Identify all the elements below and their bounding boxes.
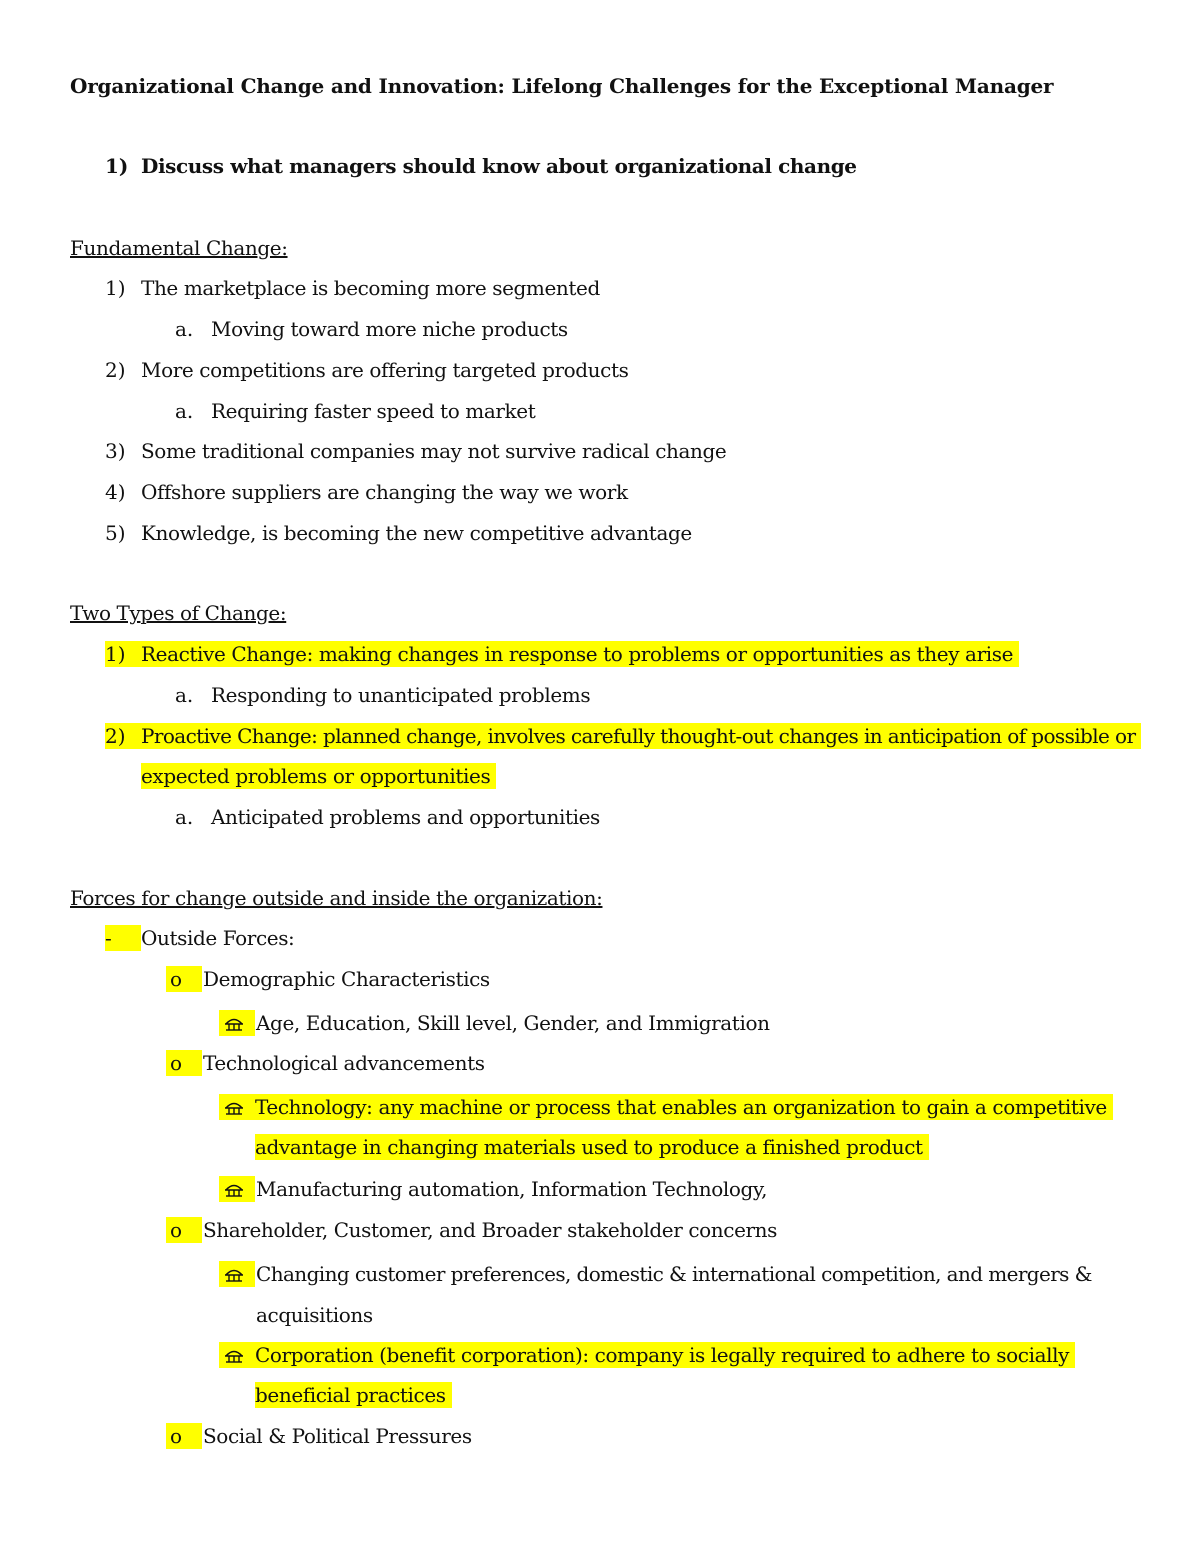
document-title: Organizational Change and Innovation: Lifelong Challenges for the Exceptional Manager (70, 74, 1054, 98)
section-number: 1) (105, 154, 129, 178)
list-item: The marketplace is becoming more segmented (141, 276, 600, 300)
circle-bullet: o (166, 1050, 202, 1076)
dash-bullet: - (105, 925, 141, 951)
list-item-highlighted: Proactive Change: planned change, involves carefully thought-out changes in anticipation of possible or (141, 723, 1141, 749)
circle-bullet: o (166, 966, 202, 992)
sub-list-item: Responding to unanticipated problems (211, 683, 591, 707)
wingdings-bullet-icon (224, 1265, 244, 1283)
list-number-highlighted: 2) (105, 723, 141, 749)
force-detail-continued-highlighted: beneficial practices (255, 1382, 452, 1408)
sub-list-item: Anticipated problems and opportunities (211, 805, 600, 829)
outside-forces-label: Outside Forces: (141, 926, 295, 950)
list-item: Offshore suppliers are changing the way we work (141, 480, 628, 504)
list-number: 1) (105, 276, 126, 300)
force-category: Shareholder, Customer, and Broader stakeholder concerns (203, 1218, 778, 1242)
list-item: Knowledge, is becoming the new competitive advantage (141, 521, 692, 545)
wingdings-bullet-icon (224, 1180, 244, 1198)
list-item: Some traditional companies may not survive radical change (141, 439, 727, 463)
circle-bullet: o (166, 1423, 202, 1449)
force-detail-highlighted: Technology: any machine or process that enables an organization to gain a competitive (255, 1094, 1113, 1120)
sub-list-letter: a. (175, 805, 194, 829)
force-detail: Manufacturing automation, Information Technology, (256, 1177, 768, 1201)
list-item-highlighted: Reactive Change: making changes in response to problems or opportunities as they arise (141, 641, 1019, 667)
force-detail-continued: acquisitions (256, 1303, 373, 1327)
list-item: More competitions are offering targeted products (141, 358, 629, 382)
list-number: 2) (105, 358, 126, 382)
sub-list-item: Requiring faster speed to market (211, 399, 536, 423)
list-number-highlighted: 1) (105, 641, 141, 667)
wingdings-bullet-icon (224, 1346, 244, 1364)
force-category: Technological advancements (203, 1051, 485, 1075)
list-number: 5) (105, 521, 126, 545)
force-detail-continued-highlighted: advantage in changing materials used to produce a finished product (255, 1134, 929, 1160)
section-heading: Discuss what managers should know about organizational change (141, 154, 857, 178)
force-detail: Age, Education, Skill level, Gender, and Immigration (256, 1011, 770, 1035)
list-number: 3) (105, 439, 126, 463)
sub-list-letter: a. (175, 317, 194, 341)
force-detail-highlighted: Corporation (benefit corporation): company is legally required to adhere to socially (255, 1342, 1075, 1368)
sub-list-item: Moving toward more niche products (211, 317, 568, 341)
types-of-change-heading: Two Types of Change: (70, 601, 287, 625)
list-number: 4) (105, 480, 126, 504)
list-item-continued-highlighted: expected problems or opportunities (141, 763, 496, 789)
wingdings-bullet-icon (224, 1014, 244, 1032)
sub-list-letter: a. (175, 683, 194, 707)
force-category: Social & Political Pressures (203, 1424, 472, 1448)
force-category: Demographic Characteristics (203, 967, 490, 991)
fundamental-change-heading: Fundamental Change: (70, 236, 288, 260)
circle-bullet: o (166, 1217, 202, 1243)
force-detail: Changing customer preferences, domestic & international competition, and mergers & (256, 1262, 1092, 1286)
forces-heading: Forces for change outside and inside the organization: (70, 886, 603, 910)
sub-list-letter: a. (175, 399, 194, 423)
wingdings-bullet-icon (224, 1098, 244, 1116)
